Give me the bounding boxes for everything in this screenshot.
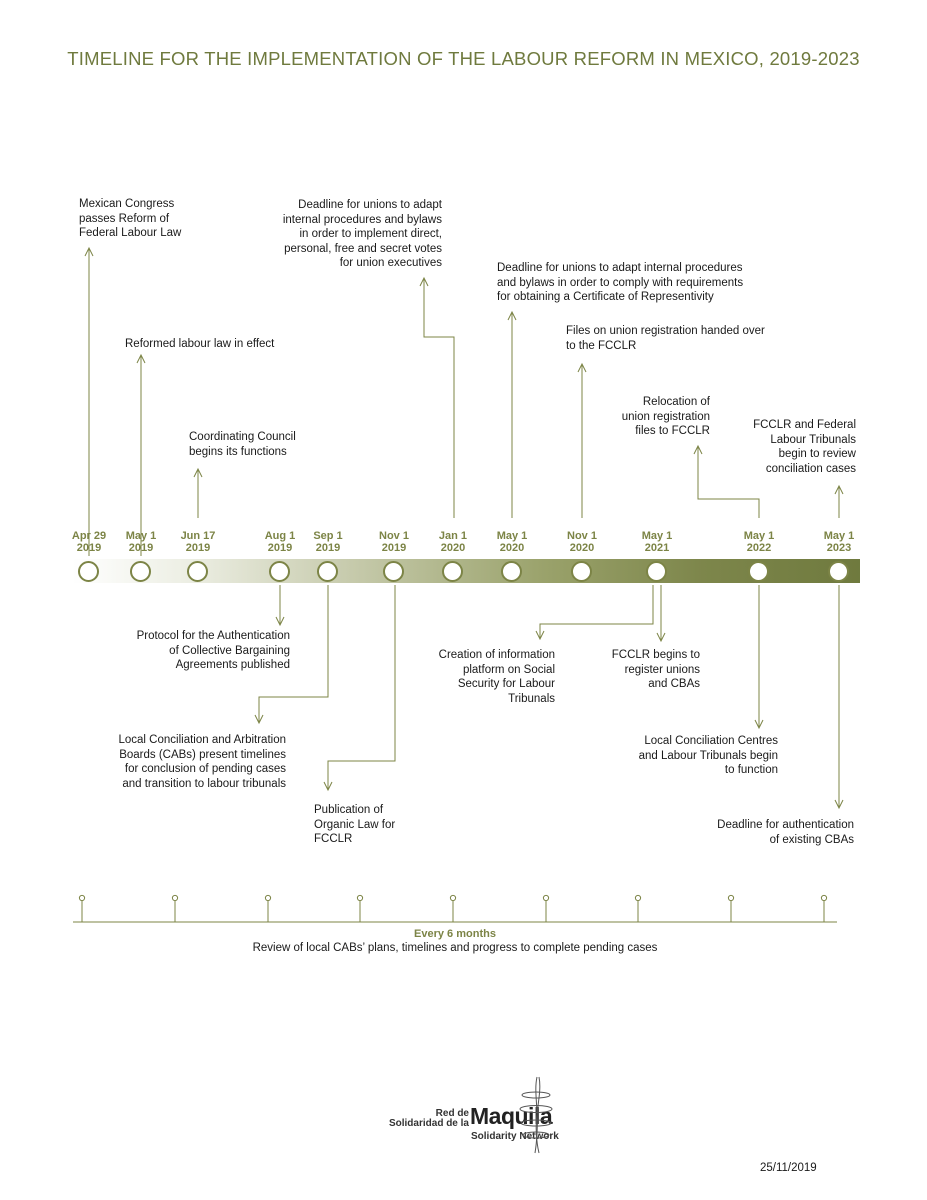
event-relocation-files: Relocation of union registration files to FCCLR xyxy=(621,396,710,437)
page-title: TIMELINE FOR THE IMPLEMENTATION OF THE LABOUR REFORM IN MEXICO, 2019-2023 xyxy=(67,48,860,69)
timeline-marker xyxy=(187,561,208,582)
event-review-conciliation: FCCLR and Federal Labour Tribunals begin to review conciliation cases xyxy=(753,419,856,475)
timeline-marker xyxy=(383,561,404,582)
timeline-marker xyxy=(442,561,463,582)
event-deadline-union-votes: Deadline for unions to adapt internal procedures and bylaws in order to implement direct, personal, free and secret votes for union executives xyxy=(282,199,442,269)
logo-text: Red de Solidaridad de la xyxy=(388,1108,469,1129)
timeline-marker xyxy=(748,561,769,582)
date-label: Nov 1 2019 xyxy=(379,530,409,554)
event-files-handed-over: Files on union registration handed over to the FCCLR xyxy=(566,325,765,352)
date-label: May 1 2020 xyxy=(496,530,528,554)
recurring-description: Review of local CABs’ plans, timelines and progress to complete pending cases xyxy=(252,942,658,954)
logo-name: Maquila xyxy=(470,1103,553,1129)
date-label: Jun 17 2019 xyxy=(180,530,216,554)
date-label: Apr 29 2019 xyxy=(71,530,107,554)
event-organic-law: Publication of Organic Law for FCCLR xyxy=(314,804,396,845)
event-law-in-effect: Reformed labour law in effect xyxy=(125,338,275,350)
timeline-marker xyxy=(317,561,338,582)
event-deadline-cbas: Deadline for authentication of existing CBAs xyxy=(717,819,854,846)
date-label: May 1 2022 xyxy=(743,530,775,554)
event-cabs-timelines: Local Conciliation and Arbitration Boards (CABs) present timelines for conclusion of pending cases and transition to labour tribunals xyxy=(118,734,286,790)
timeline-marker xyxy=(501,561,522,582)
timeline-marker xyxy=(646,561,667,582)
event-deadline-certificate: Deadline for unions to adapt internal procedures and bylaws in order to comply with requirements for obtaining a Certificate of Representivity xyxy=(497,262,744,303)
date-label: May 1 2021 xyxy=(641,530,673,554)
logo-helix-icon xyxy=(505,1075,565,1155)
date-label: May 1 2019 xyxy=(125,530,157,554)
date-label: May 1 2023 xyxy=(823,530,855,554)
event-information-platform: Creation of information platform on Social Security for Labour Tribunals xyxy=(438,649,555,705)
event-conciliation-centres: Local Conciliation Centres and Labour Tribunals begin to function xyxy=(638,735,778,776)
timeline-marker xyxy=(269,561,290,582)
logo-subtitle: Solidarity Network xyxy=(471,1131,559,1142)
event-fcclr-register: FCCLR begins to register unions and CBAs xyxy=(611,649,700,690)
event-coordinating-council: Coordinating Council begins its functions xyxy=(189,431,296,458)
maquila-logo xyxy=(355,1075,575,1155)
date-label: Sep 1 2019 xyxy=(313,530,343,554)
event-congress-passes-reform: Mexican Congress passes Reform of Federal Labour Law xyxy=(79,198,182,239)
date-label: Aug 1 2019 xyxy=(264,530,296,554)
timeline-marker xyxy=(571,561,592,582)
timeline-marker xyxy=(130,561,151,582)
timeline-marker xyxy=(828,561,849,582)
timeline-marker xyxy=(78,561,99,582)
six-month-ruler xyxy=(73,895,837,922)
date-label: Jan 1 2020 xyxy=(438,530,468,554)
footer-date: 25/11/2019 xyxy=(760,1162,817,1174)
recurring-title: Every 6 months xyxy=(414,928,496,940)
event-protocol-published: Protocol for the Authentication of Collective Bargaining Agreements published xyxy=(136,630,290,671)
date-label: Nov 1 2020 xyxy=(567,530,597,554)
